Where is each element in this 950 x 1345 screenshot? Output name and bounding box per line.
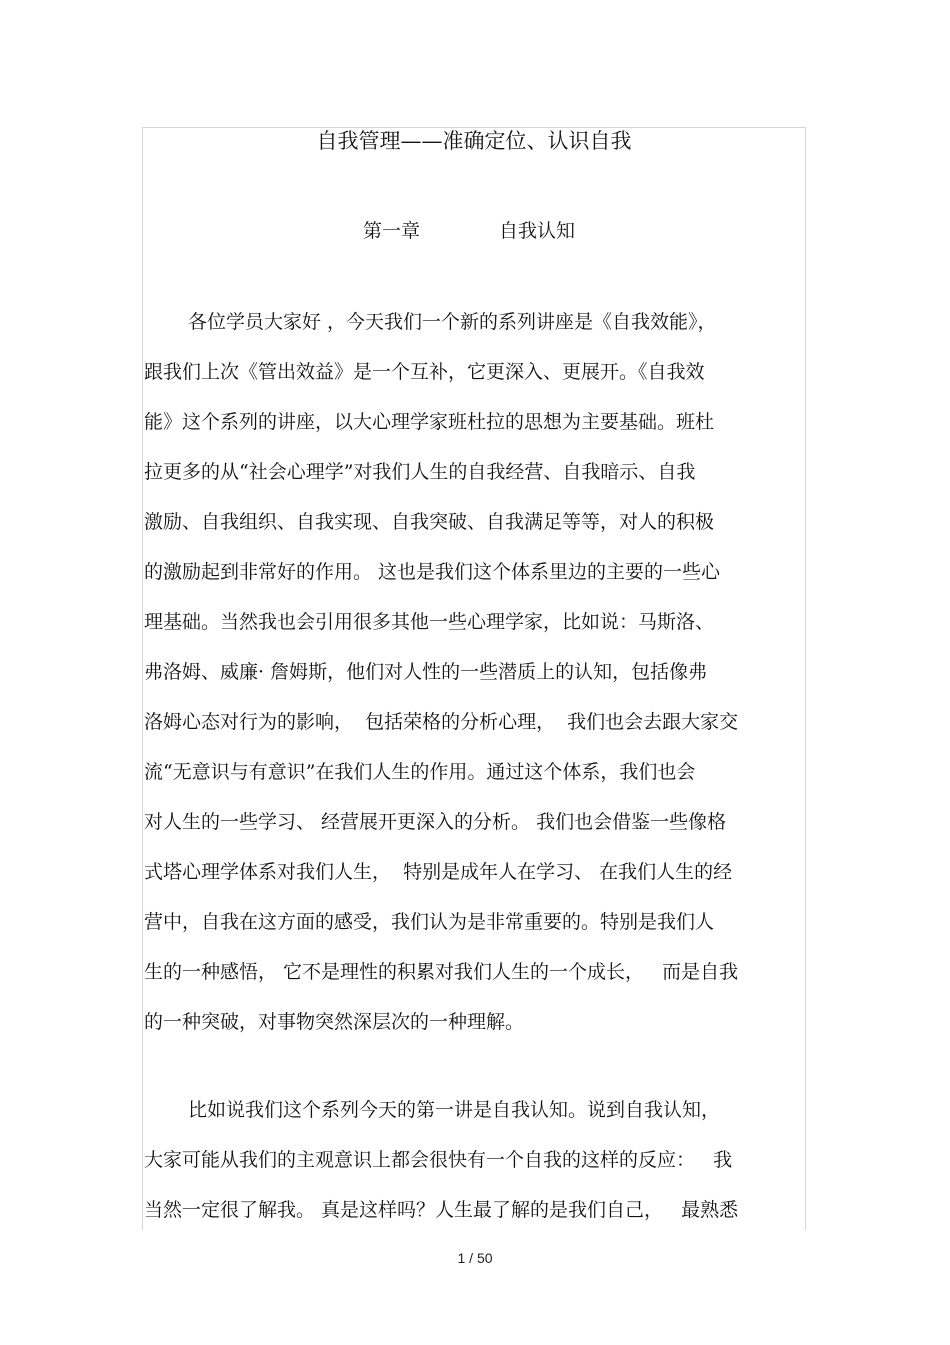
document-title: 自我管理——准确定位、认识自我: [316, 129, 632, 153]
paragraph-line: 激励、自我组织、自我实现、自我突破、自我满足等等，对人的积极: [144, 511, 715, 533]
paragraph-line: 跟我们上次《管出效益》是一个互补，它更深入、更展开。《自我效: [144, 361, 705, 383]
paragraph-line: 营中，自我在这方面的感受，我们认为是非常重要的。特别是我们人: [144, 911, 715, 933]
paragraph-line: 式塔心理学体系对我们人生， 特别是成年人在学习、 在我们人生的经: [144, 861, 733, 883]
paragraph-line: 生的一种感悟， 它不是理性的积累对我们人生的一个成长， 而是自我: [144, 961, 739, 983]
paragraph-line: 大家可能从我们的主观意识上都会很快有一个自我的这样的反应： 我: [144, 1149, 733, 1171]
paragraph-line: 比如说我们这个系列今天的第一讲是自我认知。说到自我认知，: [188, 1099, 721, 1121]
chapter-number: 第一章: [363, 220, 421, 242]
paragraph-line: 理基础。当然我也会引用很多其他一些心理学家，比如说：马斯洛、: [144, 611, 715, 633]
paragraph-line: 的一种突破，对事物突然深层次的一种理解。: [144, 1011, 525, 1033]
paragraph-line: 各位学员大家好 ，今天我们一个新的系列讲座是《自我效能》，: [188, 311, 717, 333]
paragraph-line: 洛姆心态对行为的影响， 包括荣格的分析心理， 我们也会去跟大家交: [144, 711, 739, 733]
paragraph-line: 拉更多的从“社会心理学”对我们人生的自我经营、自我暗示、自我: [144, 461, 696, 483]
chapter-name: 自我认知: [499, 220, 576, 242]
paragraph-line: 的激励起到非常好的作用。 这也是我们这个体系里边的主要的一些心: [144, 561, 721, 583]
paragraph-line: 流“无意识与有意识”在我们人生的作用。通过这个体系，我们也会: [144, 761, 696, 783]
body-paragraph-1: [144, 297, 804, 1047]
paragraph-line: 弗洛姆、威廉· 詹姆斯，他们对人性的一些潜质上的认知，包括像弗: [144, 661, 708, 683]
body-paragraph-2: [144, 1085, 804, 1235]
paragraph-line: 能》这个系列的讲座，以大心理学家班杜拉的思想为主要基础。班杜: [144, 411, 715, 433]
paragraph-line: 对人生的一些学习、 经营展开更深入的分析。 我们也会借鉴一些像格: [144, 811, 727, 833]
paragraph-line: 当然一定很了解我。 真是这样吗？人生最了解的是我们自己， 最熟悉: [144, 1199, 739, 1221]
page-indicator: 1 / 50: [457, 1250, 493, 1266]
